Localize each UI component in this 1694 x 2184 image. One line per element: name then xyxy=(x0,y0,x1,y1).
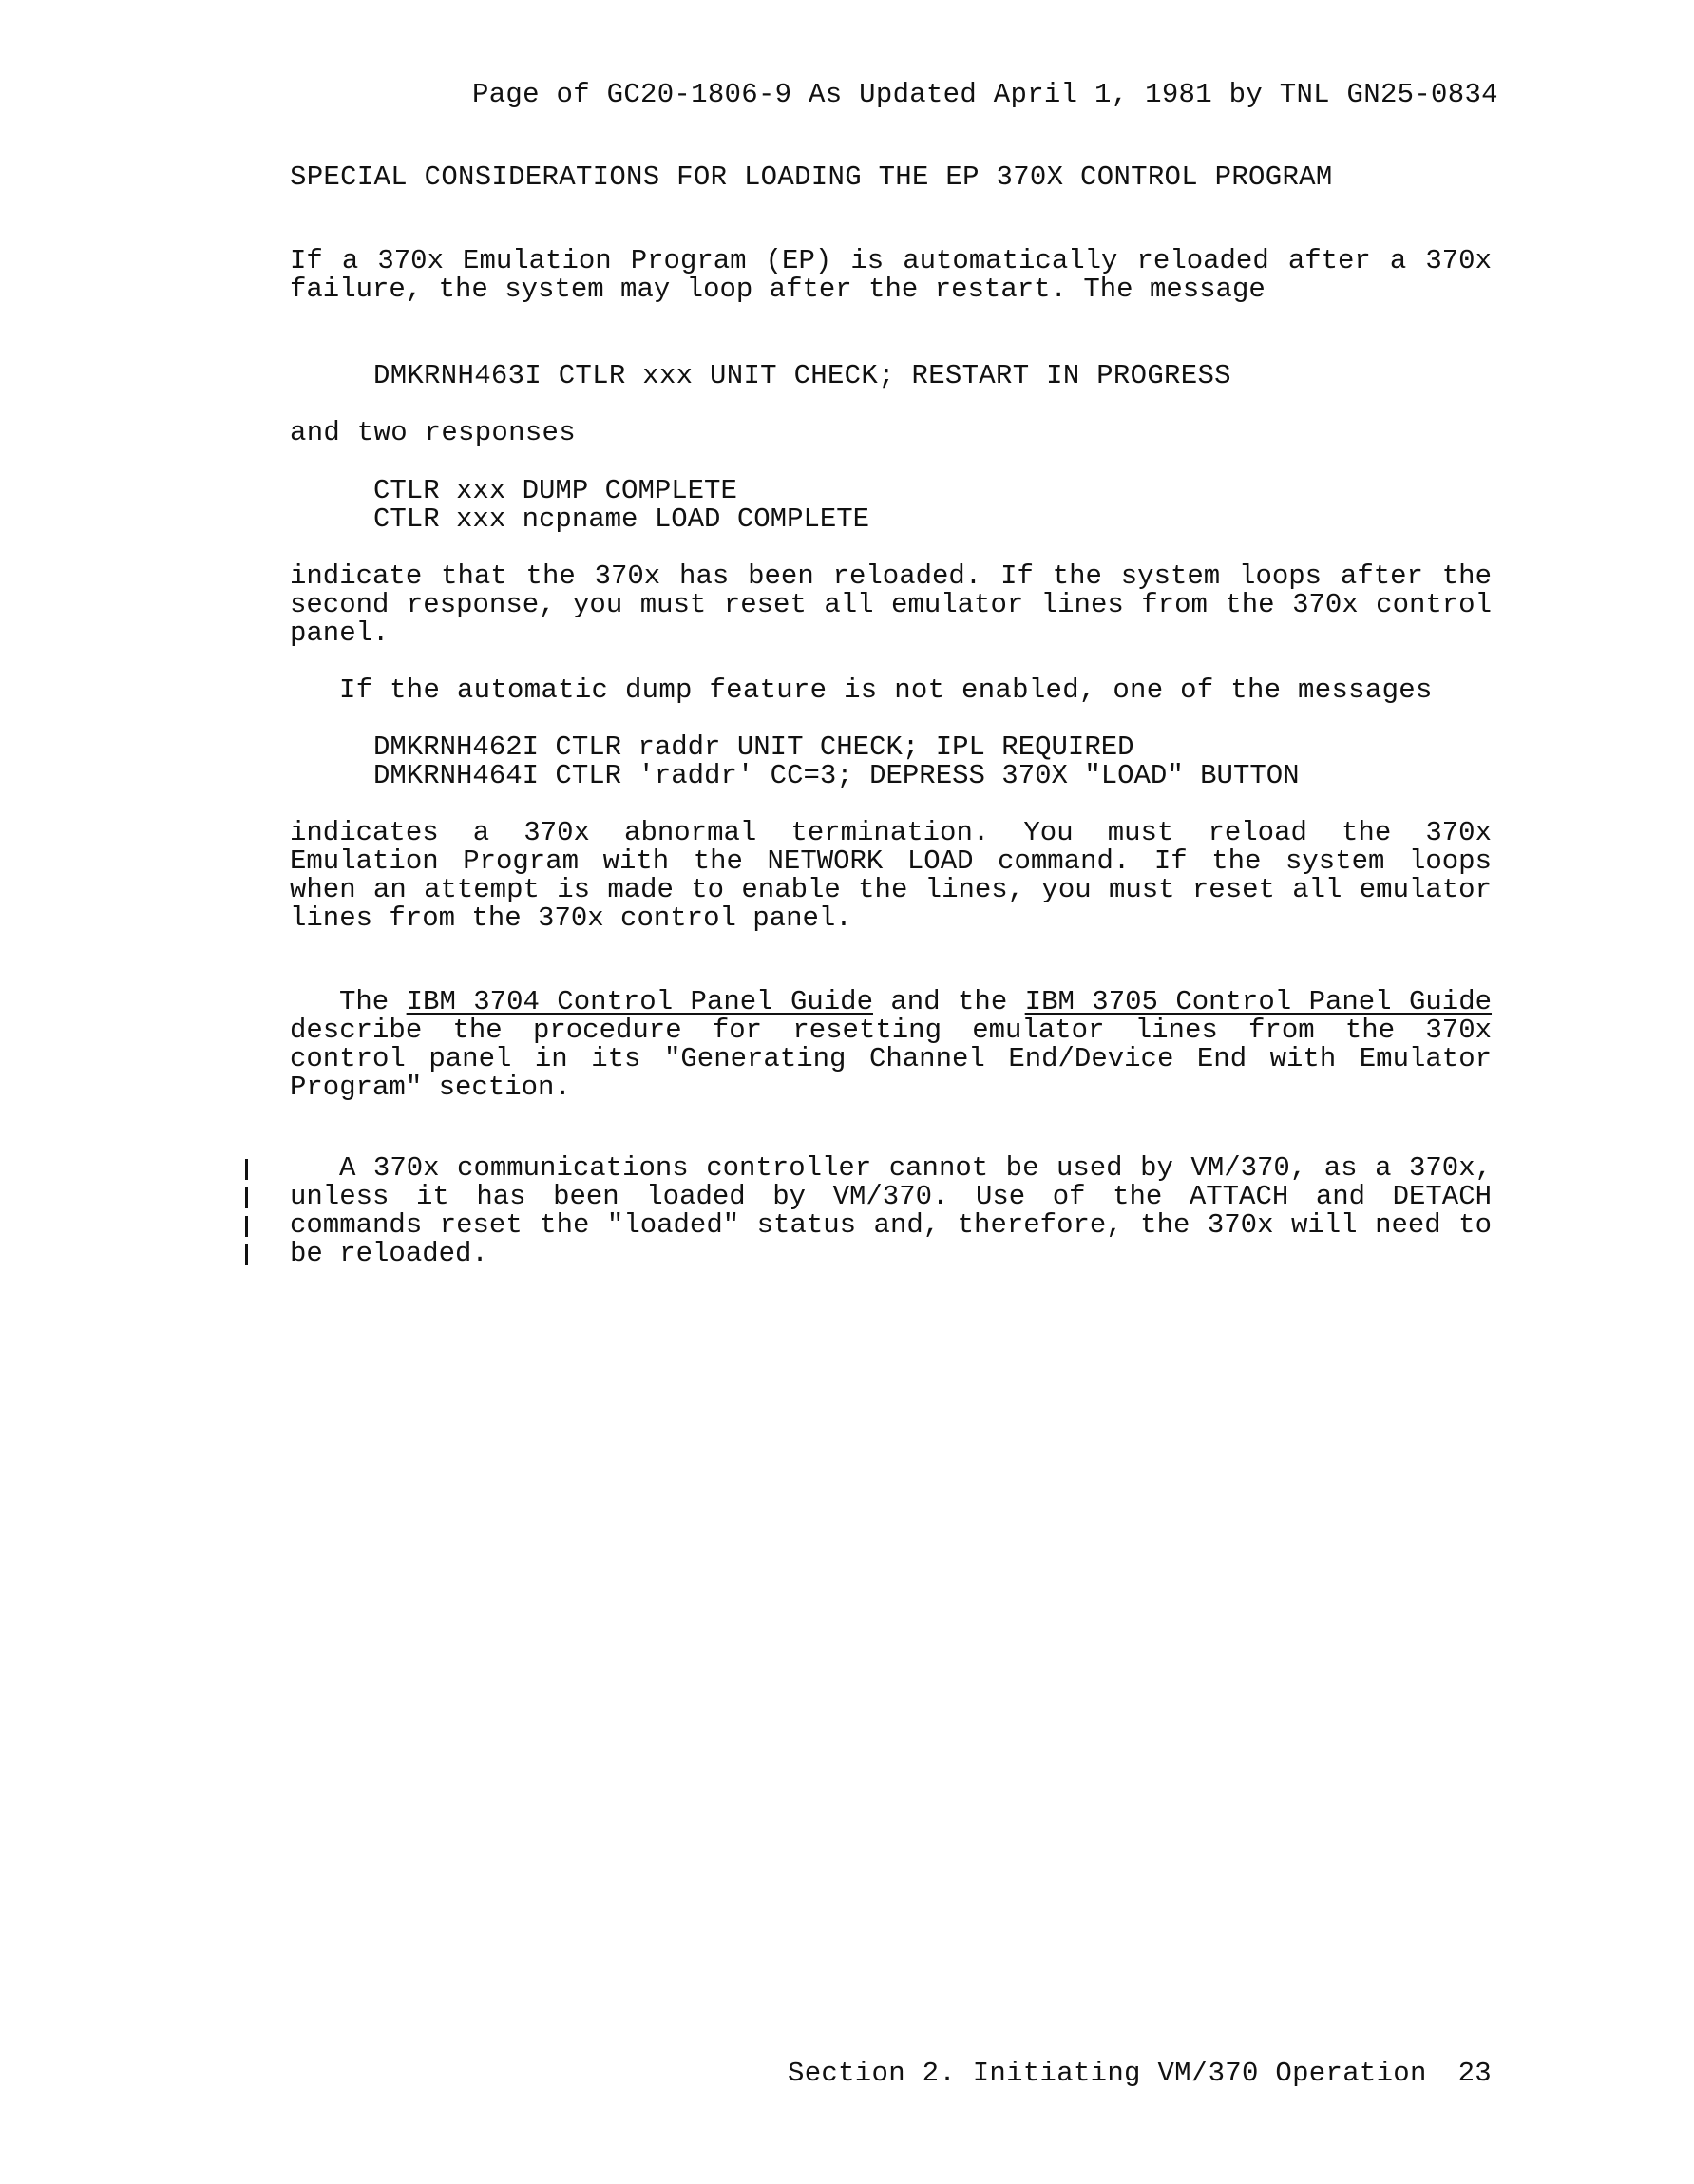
paragraph-line: A 370x communications controller cannot be used by VM/370, as a 370x, xyxy=(339,1152,1492,1184)
paragraph-line: indicate that the 370x has been reloaded. If the system loops after the xyxy=(290,560,1492,592)
paragraph-line: If a 370x Emulation Program (EP) is automatically reloaded after a 370x xyxy=(290,245,1492,276)
response-line: CTLR xxx ncpname LOAD COMPLETE xyxy=(373,503,870,535)
response-line: CTLR xxx DUMP COMPLETE xyxy=(373,475,737,506)
footer-section-title: Section 2. Initiating VM/370 Operation xyxy=(788,2058,1427,2089)
change-bar xyxy=(245,1159,248,1180)
paragraph-line: when an attempt is made to enable the lines, you must reset all emulator xyxy=(290,874,1492,905)
messages-block xyxy=(373,733,1418,790)
paragraph-4: If the automatic dump feature is not enabled, one of the messages xyxy=(339,674,1433,706)
paragraph-2: and two responses xyxy=(290,417,576,448)
paragraph-line: Emulation Program with the NETWORK LOAD command. If the system loops xyxy=(290,845,1492,877)
paragraph-7 xyxy=(290,1154,1492,1268)
paragraph-line: failure, the system may loop after the restart. The message xyxy=(290,274,1266,305)
change-bar xyxy=(245,1244,248,1265)
paragraph-line: be reloaded. xyxy=(290,1238,488,1269)
paragraph-3 xyxy=(290,562,1492,648)
paragraph-line: Program" section. xyxy=(290,1072,571,1103)
paragraph-6 xyxy=(290,988,1492,1102)
responses-block xyxy=(373,477,1228,534)
paragraph-line: describe the procedure for resetting emulator lines from the 370x xyxy=(290,1015,1492,1046)
message-line: DMKRNH462I CTLR raddr UNIT CHECK; IPL REQUIRED xyxy=(373,731,1134,763)
section-heading: SPECIAL CONSIDERATIONS FOR LOADING THE EP 370X CONTROL PROGRAM xyxy=(290,161,1333,193)
paragraph-line xyxy=(290,988,1492,1016)
change-bar xyxy=(245,1187,248,1208)
text-run: and the xyxy=(890,986,1008,1017)
page-header: Page of GC20-1806-9 As Updated April 1, 1981 by TNL GN25-0834 xyxy=(472,79,1498,110)
paragraph-line: control panel in its "Generating Channel End/Device End with Emulator xyxy=(290,1043,1492,1074)
paragraph-line: indicates a 370x abnormal termination. You must reload the 370x xyxy=(290,817,1492,848)
page-number: 23 xyxy=(1457,2058,1492,2089)
paragraph-line: lines from the 370x control panel. xyxy=(290,902,852,934)
paragraph-line: unless it has been loaded by VM/370. Use of the ATTACH and DETACH xyxy=(290,1181,1492,1212)
reference-title: IBM 3705 Control Panel Guide xyxy=(1024,986,1493,1017)
message-line: DMKRNH464I CTLR 'raddr' CC=3; DEPRESS 370X "LOAD" BUTTON xyxy=(373,760,1300,791)
change-bar xyxy=(245,1216,248,1237)
paragraph-line: commands reset the "loaded" status and, therefore, the 370x will need to xyxy=(290,1209,1492,1241)
text-run: The xyxy=(339,986,390,1017)
paragraph-line: second response, you must reset all emulator lines from the 370x control xyxy=(290,589,1492,620)
paragraph-1 xyxy=(290,247,1492,304)
message-line: DMKRNH463I CTLR xxx UNIT CHECK; RESTART IN PROGRESS xyxy=(373,360,1231,391)
paragraph-line: panel. xyxy=(290,617,390,649)
reference-title: IBM 3704 Control Panel Guide xyxy=(406,986,873,1017)
paragraph-5 xyxy=(290,819,1492,933)
